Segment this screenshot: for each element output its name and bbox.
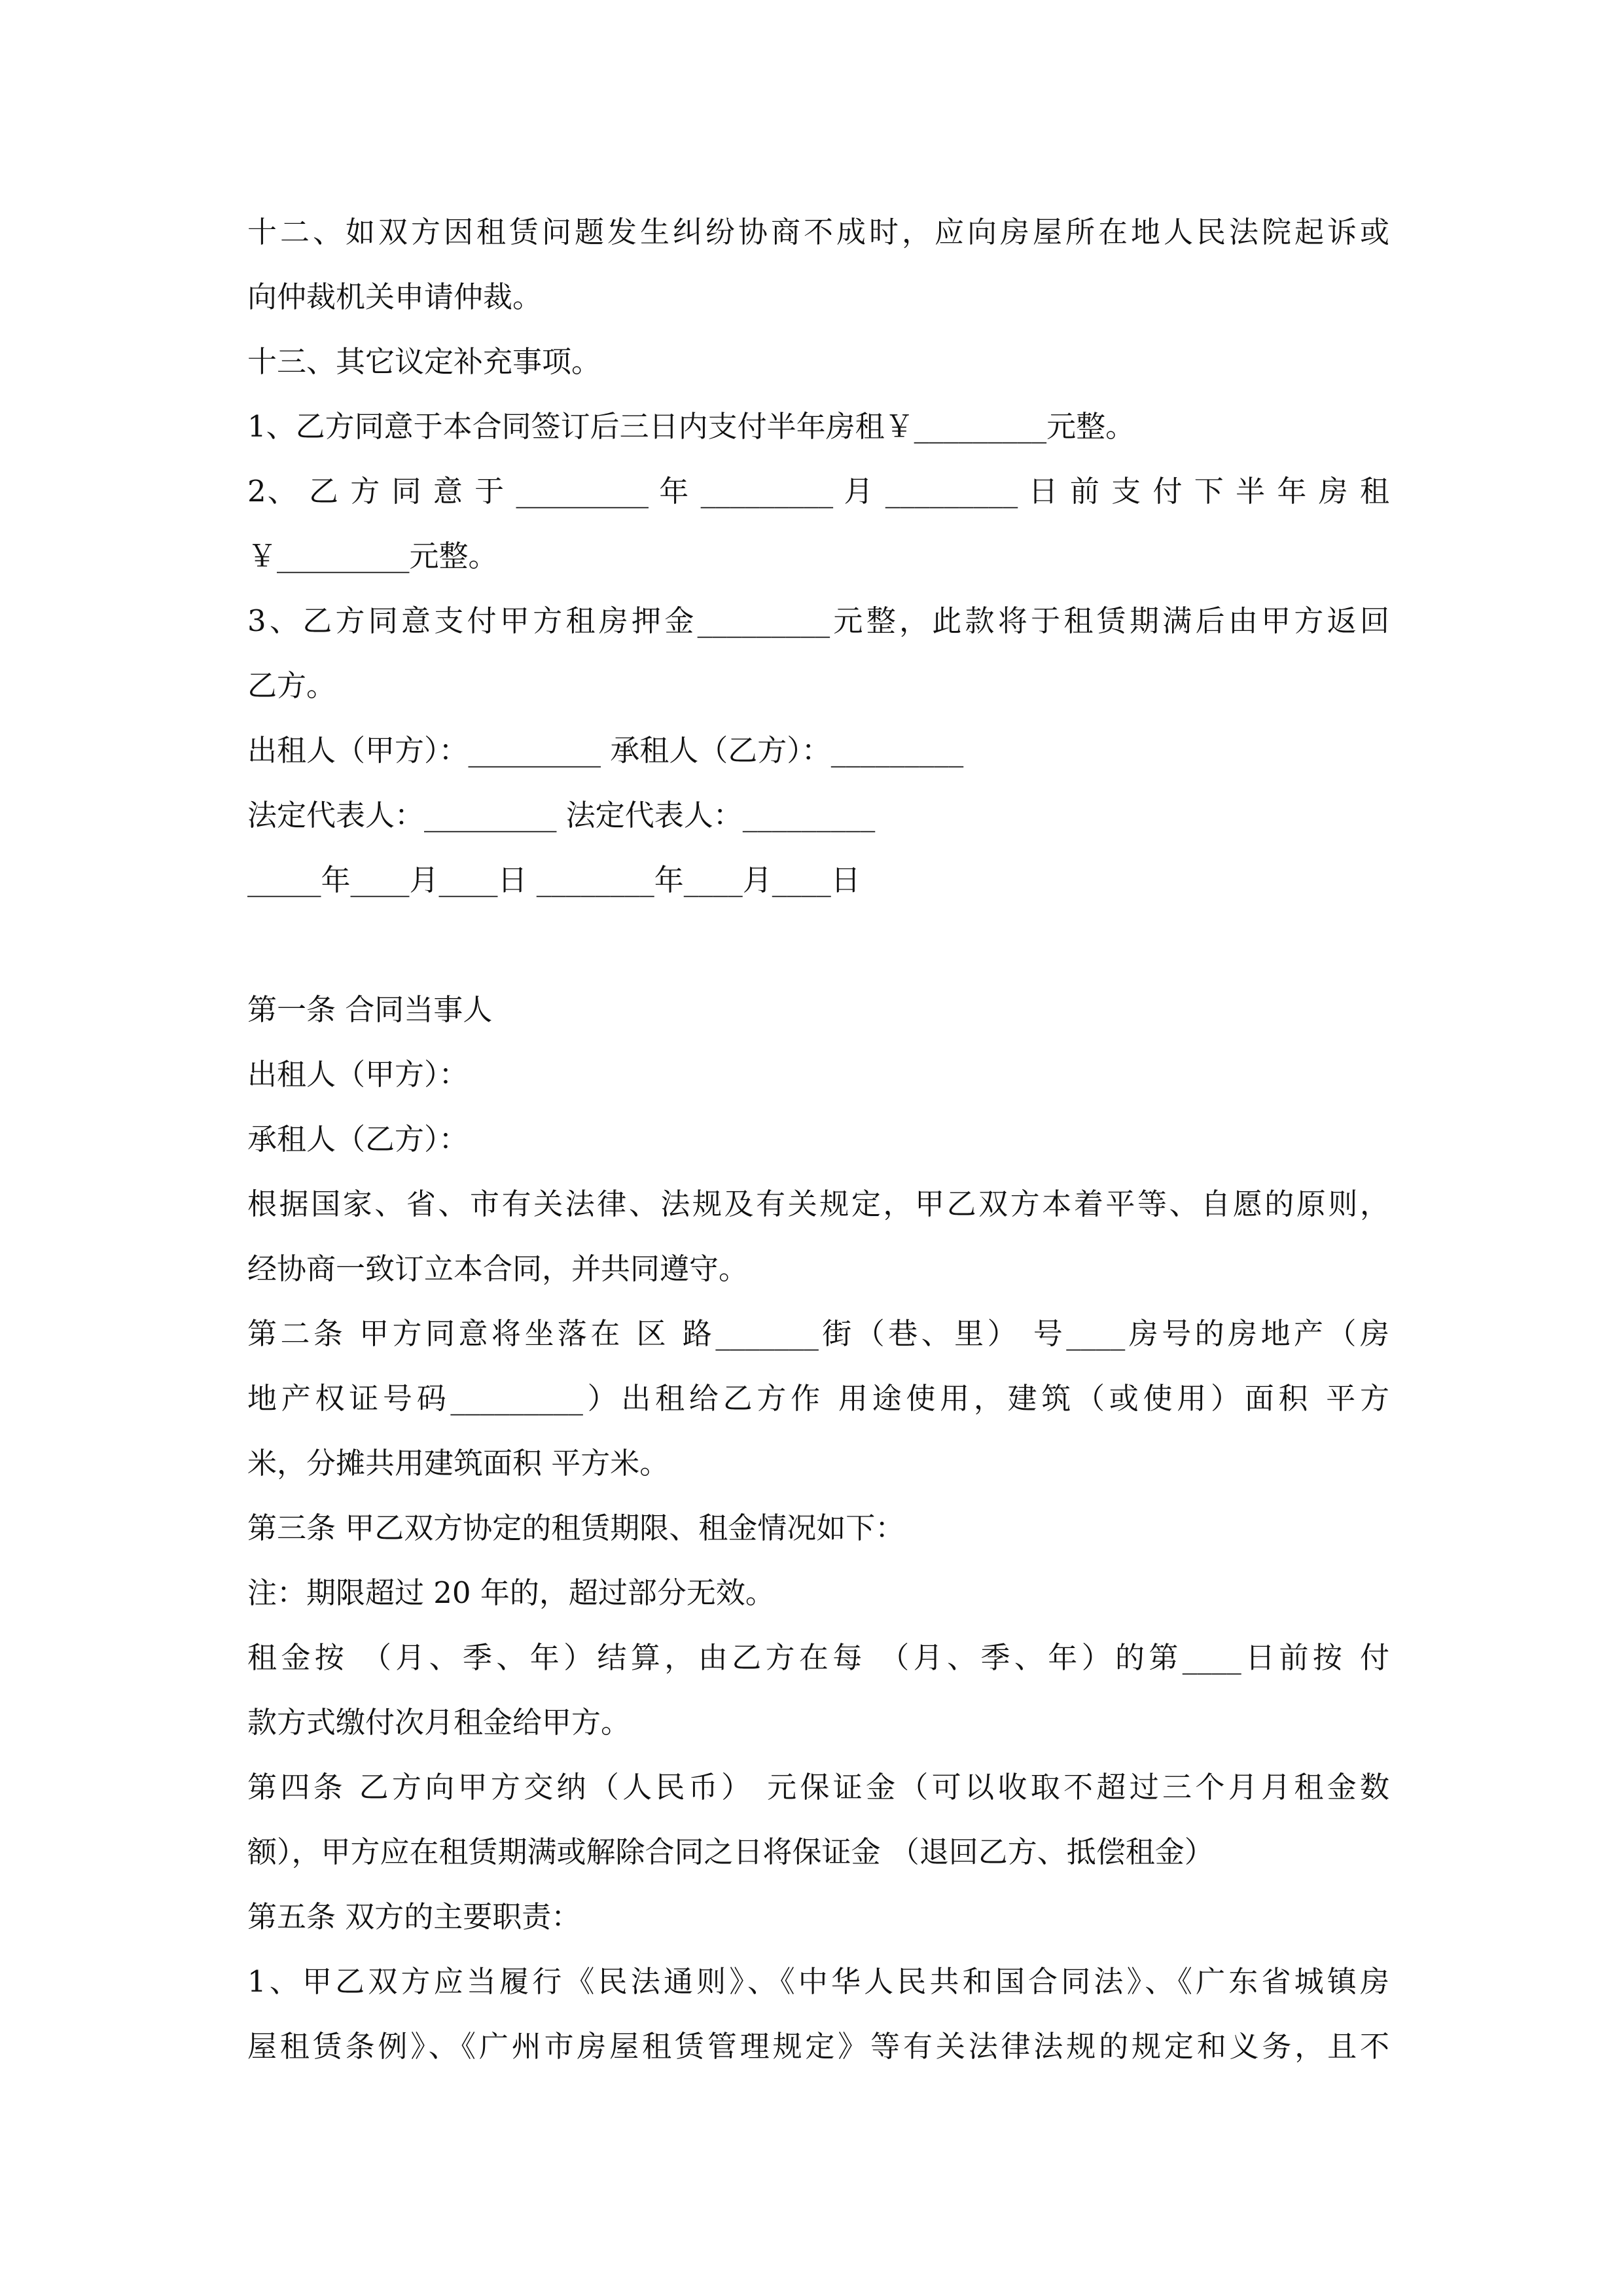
document-body [247, 200, 1389, 2079]
text-line: 1、甲乙双方应当履行《民法通则》、《中华人民共和国合同法》、《广东省城镇房 [247, 1964, 1389, 1999]
text-line: 承租人（乙方）： [247, 1122, 469, 1157]
signature-line-dates: _____年____月____日 ________年____月____日 [247, 863, 861, 897]
text-line: 经协商一致订立本合同，并共同遵守。 [247, 1251, 749, 1286]
article-heading: 第三条 甲乙双方协定的租赁期限、租金情况如下： [247, 1511, 905, 1545]
signature-line-representatives: 法定代表人：_________ 法定代表人：_________ [247, 798, 876, 833]
article-heading: 第五条 双方的主要职责： [247, 1899, 581, 1934]
text-line: 十三、其它议定补充事项。 [247, 344, 601, 379]
text-line: 屋租赁条例》、《广州市房屋租赁管理规定》等有关法律法规的规定和义务，且不 [247, 2029, 1389, 2064]
text-line: 3、乙方同意支付甲方租房押金_________元整，此款将于租赁期满后由甲方返回 [247, 603, 1389, 638]
text-line: 米，分摊共用建筑面积 平方米。 [247, 1446, 669, 1480]
article-heading: 第四条 乙方向甲方交纳（人民币） 元保证金（可以收取不超过三个月月租金数 [247, 1770, 1389, 1804]
text-line: 地产权证号码_________）出租给乙方作 用途使用，建筑（或使用）面积 平方 [247, 1381, 1389, 1416]
text-line: ￥_________元整。 [247, 539, 498, 573]
text-line: 款方式缴付次月租金给甲方。 [247, 1705, 631, 1740]
text-line: 额），甲方应在租赁期满或解除合同之日将保证金 （退回乙方、抵偿租金） [247, 1835, 1214, 1869]
text-line: 租金按 （月、季、年）结算，由乙方在每 （月、季、年）的第____日前按 付 [247, 1640, 1389, 1675]
text-line: 出租人（甲方）： [247, 1057, 469, 1092]
signature-line-parties: 出租人（甲方）：_________ 承租人（乙方）：_________ [247, 733, 964, 768]
text-line: 十二、如双方因租赁问题发生纠纷协商不成时，应向房屋所在地人民法院起诉或 [247, 215, 1389, 249]
text-line: 向仲裁机关申请仲裁。 [247, 279, 543, 314]
text-line: 根据国家、省、市有关法律、法规及有关规定，甲乙双方本着平等、自愿的原则， [247, 1187, 1389, 1221]
article-heading: 第二条 甲方同意将坐落在 区 路_______街（巷、里） 号____房号的房地产（房 [247, 1316, 1389, 1351]
text-line: 注：期限超过 20 年的，超过部分无效。 [247, 1575, 775, 1610]
text-line: 乙方。 [247, 668, 336, 703]
text-line: 1、乙方同意于本合同签订后三日内支付半年房租￥_________元整。 [247, 409, 1135, 444]
text-line: 2、 乙 方 同 意 于 _________ 年 _________ 月 _________ 日 前 支 付 下 半 年 房 租 [247, 474, 1389, 509]
section-gap [247, 912, 1389, 977]
article-heading: 第一条 合同当事人 [247, 992, 493, 1027]
